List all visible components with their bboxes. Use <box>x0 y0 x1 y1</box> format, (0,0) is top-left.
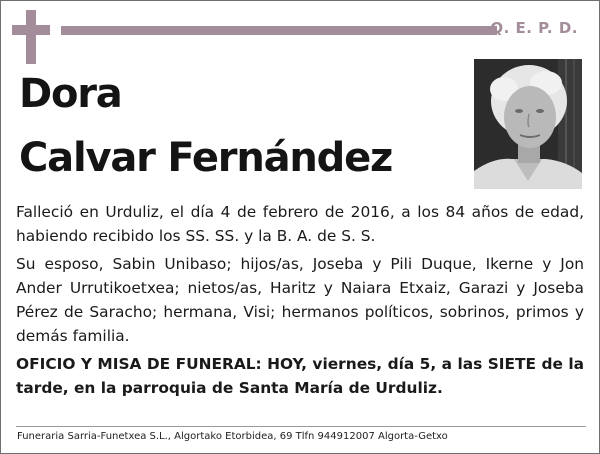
obituary-body <box>16 200 584 404</box>
cross-icon-arm <box>12 25 50 35</box>
footer-divider <box>16 426 586 427</box>
funeral-home-footer: Funeraria Sarria-Funetxea S.L., Algortako Etorbidea, 69 Tlfn 944912007 Algorta-Getxo <box>17 431 448 442</box>
cross-icon <box>26 10 36 64</box>
family-text: Su esposo, Sabin Unibaso; hijos/as, Joseba y Pili Duque, Ikerne y Jon Ander Urrutikoetxea; nietos/as, Haritz y Naiara Etxaiz, Garazi y Joseba Pérez de Saracho; hermana, Visi; hermanos políticos, sobrinos, primos y demás familia. <box>16 255 584 345</box>
death-notice-text: Falleció en Urduliz, el día 4 de febrero de 2016, a los 84 años de edad, habiendo recibido los SS. SS. y la B. A. de S. S. <box>16 203 584 245</box>
qepd-label: Q. E. P. D. <box>490 19 578 37</box>
portrait-photo <box>474 59 582 189</box>
deceased-surnames: Calvar Fernández <box>19 135 393 181</box>
deceased-first-name: Dora <box>19 71 122 117</box>
header-divider <box>61 26 497 35</box>
portrait-icon <box>474 59 582 189</box>
funeral-announcement: OFICIO Y MISA DE FUNERAL: HOY, viernes, día 5, a las SIETE de la tarde, en la parroquia de Santa María de Urduliz. <box>16 355 584 397</box>
